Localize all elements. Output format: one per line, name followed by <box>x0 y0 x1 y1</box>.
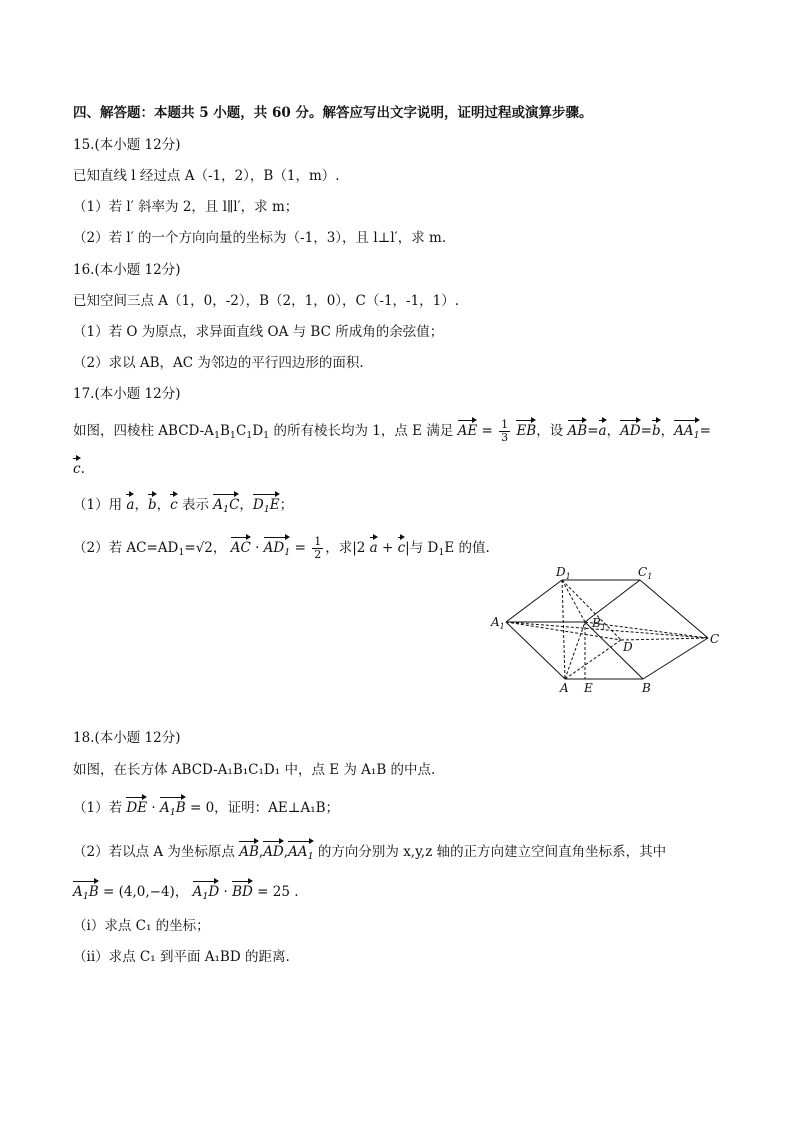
label-D: D <box>623 640 633 654</box>
q17-part2-text-d: |与 D <box>405 540 439 556</box>
section-title: 四、解答题：本题共 5 小题，共 60 分。解答应写出文字说明，证明过程或演算步骤。 <box>73 105 593 121</box>
label-D1: $D_1$ <box>556 565 571 581</box>
q15-part1: （1）若 l′ 斜率为 2，且 l∥l′，求 m； <box>73 199 299 215</box>
vector-c: c <box>73 456 81 478</box>
vector-AB: AB <box>239 839 259 861</box>
vector-AE: AE <box>458 418 478 440</box>
vector-AD: AD <box>263 839 284 861</box>
q15-stem: 已知直线 l 经过点 A（-1，2），B（1，m）. <box>73 168 340 184</box>
q18-part2: （2）若以点 A 为坐标原点 $AB,AD,AA_1$ 的方向分别为 x,y,z 轴的正方向建立空间直角坐标系，其中 <box>73 839 666 861</box>
label-B1: $B_1$ <box>592 616 606 632</box>
q17-part2: （2）若 $AC=AD_1=√2$， AC · $AD_1$ = $\frac{1}{2}$ ，求|2 a + c|与 $D_1E$ 的值. <box>73 535 490 561</box>
q17-part1: （1）用 a，b，c 表示 $A_1C$，$D_1E$； <box>73 492 293 514</box>
vector-a: a <box>370 535 378 557</box>
q18-condition: $A_1B = (4,0,-4)$， $A_1D$ · BD = 25 . <box>73 879 299 901</box>
q15-part2: （2）若 l′ 的一个方向向量的坐标为（-1，3），且 l⊥l′，求 m. <box>73 230 447 246</box>
q17-stem-text-b: B <box>219 423 230 439</box>
vector-EB: EB <box>516 418 536 440</box>
vector-a: a <box>599 418 607 440</box>
vector-a: a <box>126 492 134 514</box>
q18-condition-text-b: = 25 . <box>257 884 299 900</box>
vector-b: b <box>148 492 157 514</box>
q18-part-ii: （ii）求点 C₁ 到平面 A₁BD 的距离. <box>73 949 290 965</box>
vector-A1B: $A_1B$ <box>160 795 186 817</box>
q17-part2-text-c: ，求|2 <box>325 540 366 556</box>
q17-stem-cont: c. <box>73 456 85 478</box>
vector-AD: AD <box>620 418 641 440</box>
q18-part2-text-b: 的方向分别为 x,y,z 轴的正方向建立空间直角坐标系，其中 <box>317 844 667 860</box>
vector-DE: DE <box>126 795 147 817</box>
q17-stem-text-d: D <box>252 423 264 439</box>
q18-condition-text-a: = (4,0,−4)， <box>103 884 189 900</box>
q18-header: 18.(本小题 12分) <box>73 730 181 746</box>
q17-stem-text-c: C <box>235 423 247 439</box>
q18-part1: （1）若 DE · $A_1B = 0$，证明：AE⊥A₁B； <box>73 795 339 817</box>
q15-header: 15.(本小题 12分) <box>73 137 181 153</box>
q18-part1-text-a: （1）若 <box>73 800 123 816</box>
label-E: E <box>584 681 593 695</box>
q17-stem: 如图，四棱柱 ABCD-$A_1B_1C_1D_1$ 的所有棱长均为 1，点 E 满足 AE = $\frac{1}{3}$ EB，设 AB=a，AD=b，$AA_1=$ <box>73 418 711 444</box>
label-A: A <box>560 681 569 695</box>
vector-A1D: $A_1D$ <box>193 879 220 901</box>
q17-part2-text-a: （2）若 AC=AD <box>73 540 179 556</box>
q17-part1-text-a: （1）用 <box>73 497 123 513</box>
q17-part1-text-c: ； <box>279 497 294 513</box>
vector-A1C: $A_1C$ <box>213 492 239 514</box>
q17-part2-text-b: =√2， <box>184 540 227 556</box>
label-A1: $A_1$ <box>491 615 505 631</box>
vector-AD1: $AD_1$ <box>264 535 291 557</box>
vector-b: b <box>652 418 661 440</box>
prism-figure <box>480 560 730 700</box>
q16-part1: （1）若 O 为原点，求异面直线 OA 与 BC 所成角的余弦值； <box>73 324 444 340</box>
vector-AA1: $AA_1$ <box>674 418 700 440</box>
q17-part2-text-e: E 的值. <box>444 540 490 556</box>
fraction-one-third: $\frac{1}{3}$ <box>501 418 509 444</box>
q16-part2: （2）求以 AB，AC 为邻边的平行四边形的面积. <box>73 355 364 371</box>
q17-stem-text-e: 的所有棱长均为 1，点 E 满足 <box>269 423 454 439</box>
q18-part1-text-b: = 0，证明：AE⊥A₁B； <box>189 800 340 816</box>
q17-part1-text-b: 表示 <box>181 497 209 513</box>
vector-c: c <box>170 492 178 514</box>
vector-BD: BD <box>232 879 253 901</box>
fraction-one-half: $\frac{1}{2}$ <box>314 535 322 561</box>
vector-D1E: $D_1E$ <box>253 492 280 514</box>
label-C: C <box>710 632 720 646</box>
q16-stem: 已知空间三点 A（1，0，-2），B（2，1，0），C（-1，-1，1）. <box>73 293 460 309</box>
q18-part2-text-a: （2）若以点 A 为坐标原点 <box>73 844 235 860</box>
q16-header: 16.(本小题 12分) <box>73 262 181 278</box>
vector-AC: AC <box>231 535 251 557</box>
q17-header: 17.(本小题 12分) <box>73 386 181 402</box>
vector-AA1: $AA_1$ <box>288 839 314 861</box>
vector-c: c <box>398 535 406 557</box>
q18-stem: 如图，在长方体 ABCD-A₁B₁C₁D₁ 中，点 E 为 A₁B 的中点. <box>73 762 436 778</box>
label-C1: $C_1$ <box>638 565 653 581</box>
q17-stem-text-f: ，设 <box>536 423 564 439</box>
q17-stem-text-a: 如图，四棱柱 ABCD-A <box>73 423 214 439</box>
q18-part-i: （i）求点 C₁ 的坐标； <box>73 918 210 934</box>
vector-AB: AB <box>568 418 588 440</box>
label-B: B <box>642 681 651 695</box>
vector-A1B: $A_1B$ <box>73 879 99 901</box>
